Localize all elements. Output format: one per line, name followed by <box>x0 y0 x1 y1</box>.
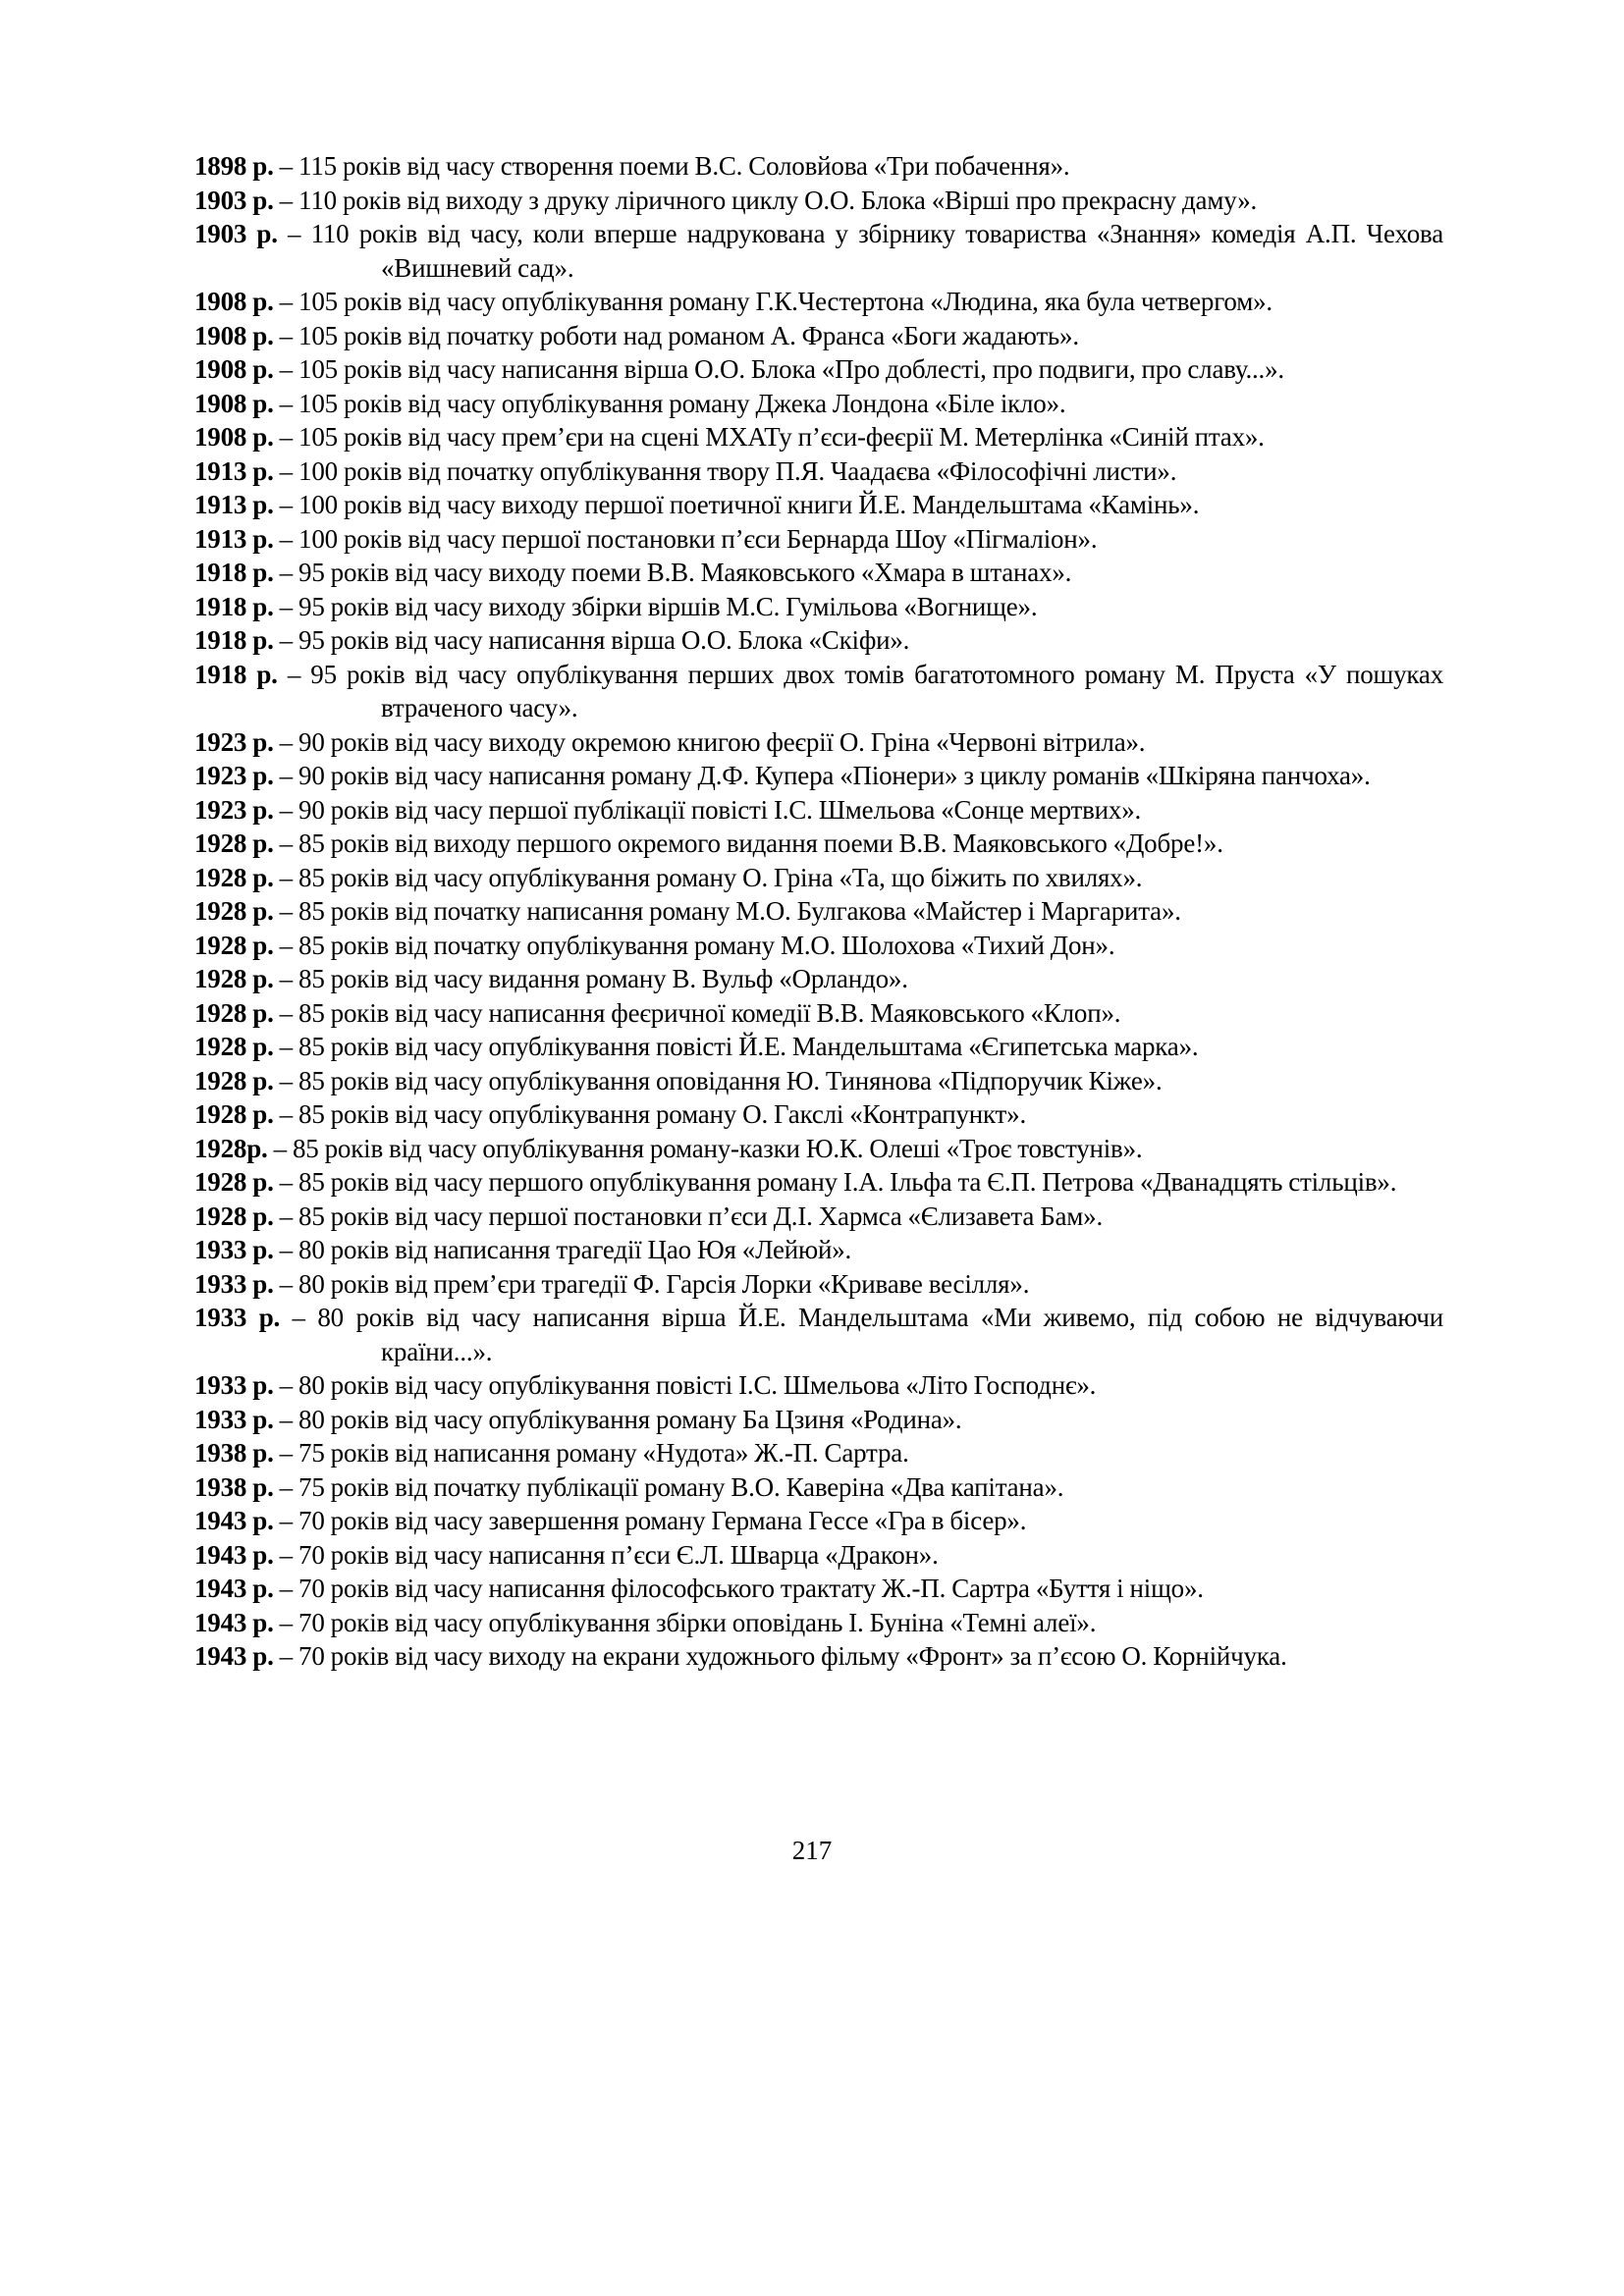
list-item <box>194 1436 1443 1470</box>
list-item <box>194 556 1443 590</box>
entry-text: – 85 років від часу опублікування повісті Й.Е. Мандельштама «Єгипетська марка». <box>273 1032 1199 1061</box>
list-item <box>194 319 1443 353</box>
entry-text: – 70 років від часу написання філософського трактату Ж.-П. Сартра «Буття і ніщо». <box>273 1574 1204 1603</box>
list-item <box>194 827 1443 861</box>
entry-year: 1918 р. <box>194 558 274 587</box>
entry-year: 1928 р. <box>194 1167 274 1197</box>
page-number: 217 <box>791 1836 833 1865</box>
list-item <box>194 420 1443 454</box>
entry-text: – 85 років від часу першої постановки п’єси Д.І. Хармса «Єлизавета Бам». <box>273 1201 1104 1231</box>
list-item <box>194 1233 1443 1267</box>
entry-year: 1943 р. <box>194 1506 274 1535</box>
entry-year: 1928 р. <box>194 896 274 926</box>
list-item <box>194 623 1443 658</box>
list-item <box>194 996 1443 1031</box>
entry-year: 1908 р. <box>194 354 274 384</box>
entry-text: – 85 років від часу опублікування роману О. Гріна «Та, що біжить по хвилях». <box>273 862 1143 892</box>
list-item <box>194 1097 1443 1132</box>
entry-text: – 85 років від часу видання роману В. Вульф «Орландо». <box>273 964 908 993</box>
entry-text: – 105 років від часу прем’єри на сцені МХАТу п’єси-феєрії М. Метерлінка «Синій птах». <box>273 422 1265 452</box>
list-item <box>194 1165 1443 1200</box>
list-item <box>194 522 1443 557</box>
entry-text: – 100 років від часу першої постановки п’єси Бернарда Шоу «Пігмаліон». <box>273 523 1098 554</box>
list-item <box>194 1403 1443 1437</box>
entry-year: 1913 р. <box>194 523 274 554</box>
entry-year: 1918 р. <box>194 659 278 689</box>
entry-text: – 100 років від початку опублікування твору П.Я. Чаадаєва «Філософічні листи». <box>273 455 1177 486</box>
list-item <box>194 488 1443 522</box>
entry-year: 1938 р. <box>194 1438 274 1468</box>
entry-text: – 80 років від часу написання вірша Й.Е. Мандельштама «Ми живемо, під собою не відчуваючи країни...». <box>280 1303 1443 1366</box>
entry-text: – 95 років від часу написання вірша О.О. Блока «Скіфи». <box>273 625 910 655</box>
entry-year: 1928 р. <box>194 862 274 892</box>
entry-text: – 100 років від часу виходу першої поетичної книги Й.Е. Мандельштама «Камінь». <box>273 490 1200 519</box>
entry-year: 1928 р. <box>194 930 274 960</box>
list-item <box>194 658 1443 725</box>
entry-text: – 105 років від часу опублікування роману Джека Лондона «Біле ікло». <box>273 388 1066 418</box>
entry-year: 1923 р. <box>194 794 274 825</box>
list-item <box>194 1267 1443 1302</box>
entry-year: 1918 р. <box>194 591 274 621</box>
entry-text: – 85 років від часу першого опублікування роману І.А. Ільфа та Є.П. Петрова «Дванадцять стільців». <box>273 1167 1397 1197</box>
entry-text: – 70 років від часу написання п’єси Є.Л. Шварца «Дракон». <box>273 1539 939 1570</box>
entry-year: 1933 р. <box>194 1370 274 1400</box>
list-item <box>194 759 1443 793</box>
entry-year: 1913 р. <box>194 455 274 486</box>
entry-text: – 85 років від часу опублікування оповідання Ю. Тинянова «Підпоручик Кіже». <box>273 1065 1163 1095</box>
entry-text: – 115 років від часу створення поеми В.С. Соловйова «Три побачення». <box>273 151 1070 181</box>
entry-year: 1928 р. <box>194 828 274 858</box>
entry-text: – 85 років від початку опублікування роману М.О. Шолохова «Тихий Дон». <box>273 930 1115 960</box>
entry-text: – 90 років від часу першої публікації повісті І.С. Шмельова «Сонце мертвих». <box>273 794 1142 825</box>
list-item <box>194 184 1443 218</box>
entry-text: – 75 років від написання роману «Нудота» Ж.-П. Сартра. <box>273 1438 909 1468</box>
entry-text: – 105 років від часу написання вірша О.О. Блока «Про доблесті, про подвиги, про славу...». <box>273 354 1284 384</box>
list-item <box>194 894 1443 929</box>
entry-text: – 85 років від часу опублікування роману-казки Ю.К. Олеші «Троє товстунів». <box>267 1133 1143 1163</box>
list-item <box>194 1572 1443 1606</box>
entry-text: – 90 років від часу написання роману Д.Ф. Купера «Піонери» з циклу романів «Шкіряна панчоха». <box>273 761 1371 790</box>
entry-text: – 70 років від часу виходу на екрани художнього фільму «Фронт» за п’єсою О. Корнійчука. <box>273 1641 1287 1671</box>
entry-year: 1908 р. <box>194 320 274 350</box>
entry-year: 1943 р. <box>194 1574 274 1603</box>
entry-year: 1903 р. <box>194 219 278 248</box>
list-item <box>194 962 1443 996</box>
entry-year: 1928 р. <box>194 1065 274 1095</box>
entry-year: 1908 р. <box>194 422 274 452</box>
entry-text: – 90 років від часу виходу окремою книгою феєрії О. Гріна «Червоні вітрила». <box>273 726 1146 757</box>
entry-year: 1908 р. <box>194 287 274 316</box>
list-item <box>194 725 1443 760</box>
entry-year: 1913 р. <box>194 490 274 519</box>
list-item <box>194 217 1443 285</box>
entry-year: 1898 р. <box>194 151 274 181</box>
entry-year: 1923 р. <box>194 726 274 757</box>
entry-text: – 70 років від часу завершення роману Германа Гессе «Гра в бісер». <box>273 1506 1027 1535</box>
entry-text: – 85 років від часу написання феєричної комедії В.В. Маяковського «Клоп». <box>273 997 1121 1028</box>
entry-year: 1908 р. <box>194 388 274 418</box>
list-item <box>194 1470 1443 1505</box>
list-item <box>194 352 1443 387</box>
entry-text: – 105 років від початку роботи над романом А. Франса «Боги жадають». <box>273 320 1079 350</box>
entry-text: – 110 років від часу, коли вперше надрукована у збірнику товариства «Знання» комедія А.П. Чехова «Вишневий сад». <box>277 219 1444 283</box>
entry-year: 1928р. <box>194 1133 268 1163</box>
list-item <box>194 285 1443 319</box>
list-item <box>194 1132 1443 1166</box>
anniversary-list <box>194 149 1443 1674</box>
entry-text: – 85 років від часу опублікування роману О. Гакслі «Контрапункт». <box>273 1099 1027 1129</box>
list-item <box>194 1606 1443 1640</box>
list-item <box>194 1368 1443 1403</box>
entry-year: 1943 р. <box>194 1641 274 1671</box>
entry-text: – 110 років від виходу з друку ліричного циклу О.О. Блока «Вірші про прекрасну даму». <box>273 185 1258 215</box>
list-item <box>194 149 1443 184</box>
list-item <box>194 1030 1443 1064</box>
entry-year: 1943 р. <box>194 1607 274 1637</box>
list-item <box>194 1639 1443 1674</box>
list-item <box>194 1064 1443 1098</box>
list-item <box>194 929 1443 963</box>
entry-year: 1938 р. <box>194 1471 274 1502</box>
entry-text: – 75 років від початку публікації роману В.О. Каверіна «Два капітана». <box>273 1471 1064 1502</box>
entry-text: – 95 років від часу опублікування перших двох томів багатотомного роману М. Пруста «У пошуках втраченого часу». <box>277 659 1443 722</box>
list-item <box>194 1504 1443 1538</box>
entry-year: 1928 р. <box>194 1032 274 1061</box>
entry-year: 1943 р. <box>194 1539 274 1570</box>
entry-year: 1928 р. <box>194 1099 274 1129</box>
list-item <box>194 590 1443 624</box>
entry-text: – 105 років від часу опублікування роману Г.К.Честертона «Людина, яка була четвергом». <box>273 287 1272 316</box>
entry-text: – 85 років від початку написання роману М.О. Булгакова «Майстер і Маргарита». <box>273 896 1181 926</box>
entry-year: 1928 р. <box>194 964 274 993</box>
entry-year: 1933 р. <box>194 1268 274 1299</box>
entry-year: 1928 р. <box>194 1201 274 1231</box>
list-item <box>194 1301 1443 1368</box>
entry-text: – 80 років від часу опублікування роману Ба Цзиня «Родина». <box>273 1404 962 1434</box>
entry-year: 1933 р. <box>194 1404 274 1434</box>
entry-text: – 85 років від виходу першого окремого видання поеми В.В. Маяковського «Добре!». <box>273 828 1223 858</box>
entry-text: – 80 років від прем’єри трагедії Ф. Гарсія Лорки «Криваве весілля». <box>273 1268 1030 1299</box>
list-item <box>194 454 1443 489</box>
entry-text: – 95 років від часу виходу поеми В.В. Маяковського «Хмара в штанах». <box>273 558 1072 587</box>
list-item <box>194 387 1443 421</box>
list-item <box>194 1200 1443 1234</box>
list-item <box>194 1538 1443 1573</box>
entry-text: – 80 років від написання трагедії Цао Юя «Лейюй». <box>273 1235 852 1264</box>
entry-text: – 95 років від часу виходу збірки віршів М.С. Гумільова «Вогнище». <box>273 591 1038 621</box>
entry-year: 1918 р. <box>194 625 274 655</box>
entry-text: – 70 років від часу опублікування збірки оповідань І. Буніна «Темні алеї». <box>273 1607 1097 1637</box>
list-item <box>194 861 1443 895</box>
entry-year: 1933 р. <box>194 1303 281 1332</box>
entry-year: 1933 р. <box>194 1235 274 1264</box>
entry-year: 1923 р. <box>194 761 274 790</box>
entry-year: 1903 р. <box>194 185 274 215</box>
list-item <box>194 793 1443 828</box>
entry-year: 1928 р. <box>194 997 274 1028</box>
entry-text: – 80 років від часу опублікування повісті І.С. Шмельова «Літо Господнє». <box>273 1370 1097 1400</box>
